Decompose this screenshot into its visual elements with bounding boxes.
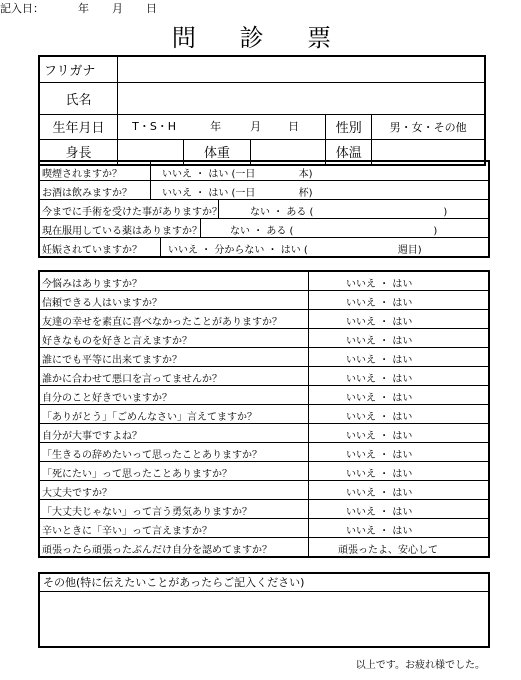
column-divider — [308, 272, 309, 290]
name-label: 氏名 — [39, 82, 118, 114]
answer-options[interactable]: いいえ ・ はい (一日 杯) — [162, 188, 313, 199]
question-text: 自分のこと好きでいますか？ — [42, 393, 172, 404]
question-text: 喫煙されますか？ — [42, 169, 122, 180]
other-comments-box — [38, 572, 490, 648]
entry-date-year[interactable]: 年 — [78, 2, 89, 15]
answer-options[interactable]: いいえ ・ はい — [346, 393, 413, 404]
section2-row — [40, 386, 488, 405]
weight-label: 体重 — [184, 139, 251, 165]
question-text: 今までに手術を受けた事がありますか？ — [42, 207, 222, 218]
column-divider — [308, 329, 309, 347]
answer-options[interactable]: いいえ ・ はい — [346, 355, 413, 366]
column-divider — [308, 481, 309, 499]
column-divider — [160, 238, 161, 256]
birth-field[interactable] — [118, 114, 326, 139]
section2-row — [40, 367, 488, 386]
section2-row — [40, 481, 488, 500]
sex-label: 性別 — [326, 114, 372, 139]
form-title: 問 診 票 — [171, 24, 350, 52]
answer-options[interactable]: いいえ ・ はい — [346, 488, 413, 499]
answer-options[interactable]: いいえ ・ はい (一日 本) — [162, 169, 313, 180]
column-divider — [308, 462, 309, 480]
question-text: 「ありがとう」「ごめんなさい」言えてますか？ — [42, 412, 257, 423]
question-text: 自分が大事ですよね？ — [42, 431, 142, 442]
answer-options[interactable]: いいえ ・ はい — [346, 469, 413, 480]
question-text: 「死にたい」って思ったことありますか？ — [42, 469, 232, 480]
section2-row — [40, 405, 488, 424]
section2-row — [40, 538, 488, 556]
answer-options[interactable]: いいえ ・ はい — [346, 279, 413, 290]
column-divider — [308, 386, 309, 404]
column-divider — [308, 538, 309, 556]
question-text: 辛いときに「辛い」って言えますか？ — [42, 526, 212, 537]
answer-options[interactable]: いいえ ・ はい — [346, 298, 413, 309]
question-text: 友達の幸せを素直に喜べなかったことがありますか？ — [42, 317, 282, 328]
other-comments-field[interactable] — [40, 592, 488, 645]
section1-row — [40, 162, 488, 181]
column-divider — [308, 367, 309, 385]
column-divider — [308, 291, 309, 309]
section2-row — [40, 310, 488, 329]
entry-date-month[interactable]: 月 — [112, 2, 123, 15]
habits-section — [38, 160, 490, 258]
birth-label: 生年月日 — [39, 114, 118, 139]
answer-options[interactable]: いいえ ・ はい — [346, 507, 413, 518]
column-divider — [308, 348, 309, 366]
furigana-label: フリガナ — [39, 56, 118, 82]
question-text: 現在服用している薬はありますか？ — [42, 226, 202, 237]
section2-row — [40, 462, 488, 481]
section1-row — [40, 181, 488, 200]
column-divider — [150, 181, 151, 199]
column-divider — [308, 405, 309, 423]
section2-row — [40, 519, 488, 538]
answer-options[interactable]: 頑張ったよ、安心して — [338, 545, 438, 556]
section2-row — [40, 500, 488, 519]
section2-row — [40, 348, 488, 367]
sex-options[interactable]: 男・女・その他 — [372, 114, 485, 139]
question-text: 信頼できる人はいますか？ — [42, 298, 162, 309]
question-text: 誰にでも平等に出来てますか？ — [42, 355, 182, 366]
column-divider — [308, 443, 309, 461]
section2-row — [40, 329, 488, 348]
section1-row — [40, 238, 488, 256]
answer-options[interactable]: いいえ ・ はい — [346, 317, 413, 328]
entry-date-day[interactable]: 日 — [146, 2, 157, 15]
question-text: 「生きるの辞めたいって思ったことありますか？ — [42, 450, 262, 461]
question-text: 好きなものを好きと言えますか？ — [42, 336, 192, 347]
section2-row — [40, 443, 488, 462]
question-text: お酒は飲みますか？ — [42, 188, 132, 199]
birth-era: T・S・H — [132, 119, 177, 133]
section2-row — [40, 291, 488, 310]
column-divider — [308, 500, 309, 518]
answer-options[interactable]: ない ・ ある ( ) — [250, 207, 448, 218]
feelings-section — [38, 270, 490, 558]
other-comments-label: その他(特に伝えたいことがあったらご記入ください) — [40, 574, 488, 592]
column-divider — [308, 519, 309, 537]
birth-year: 年 — [210, 119, 222, 133]
section1-row — [40, 200, 488, 219]
patient-info-table — [38, 55, 486, 166]
section2-row — [40, 272, 488, 291]
answer-options[interactable]: いいえ ・ はい — [346, 450, 413, 461]
question-text: 誰かに合わせて悪口を言ってませんか？ — [42, 374, 222, 385]
answer-options[interactable]: いいえ ・ はい — [346, 336, 413, 347]
name-field[interactable] — [118, 82, 485, 114]
column-divider — [150, 162, 151, 180]
column-divider — [200, 219, 201, 237]
closing-note: 以上です。お疲れ様でした。 — [355, 660, 485, 671]
section1-row — [40, 219, 488, 238]
question-text: 妊娠されていますか？ — [42, 245, 142, 256]
entry-date-label: 記入日： — [0, 2, 44, 15]
question-text: 「大丈夫じゃない」って言う勇気ありますか？ — [42, 507, 252, 518]
column-divider — [218, 200, 219, 218]
birth-day: 日 — [288, 119, 300, 133]
question-text: 大丈夫ですか？ — [42, 488, 112, 499]
answer-options[interactable]: いいえ ・ 分からない ・ はい ( 週目) — [168, 245, 422, 256]
birth-month: 月 — [250, 119, 262, 133]
height-label: 身長 — [39, 139, 118, 165]
furigana-field[interactable] — [118, 56, 485, 82]
temp-label: 体温 — [326, 139, 372, 165]
column-divider — [308, 424, 309, 442]
question-text: 今悩みはありますか？ — [42, 279, 142, 290]
section2-row — [40, 424, 488, 443]
question-text: 頑張ったら頑張ったぶんだけ自分を認めてますか？ — [42, 545, 272, 556]
answer-options[interactable]: いいえ ・ はい — [346, 412, 413, 423]
answer-options[interactable]: ない ・ ある ( ) — [230, 226, 438, 237]
column-divider — [308, 310, 309, 328]
answer-options[interactable]: いいえ ・ はい — [346, 431, 413, 442]
answer-options[interactable]: いいえ ・ はい — [346, 374, 413, 385]
answer-options[interactable]: いいえ ・ はい — [346, 526, 413, 537]
